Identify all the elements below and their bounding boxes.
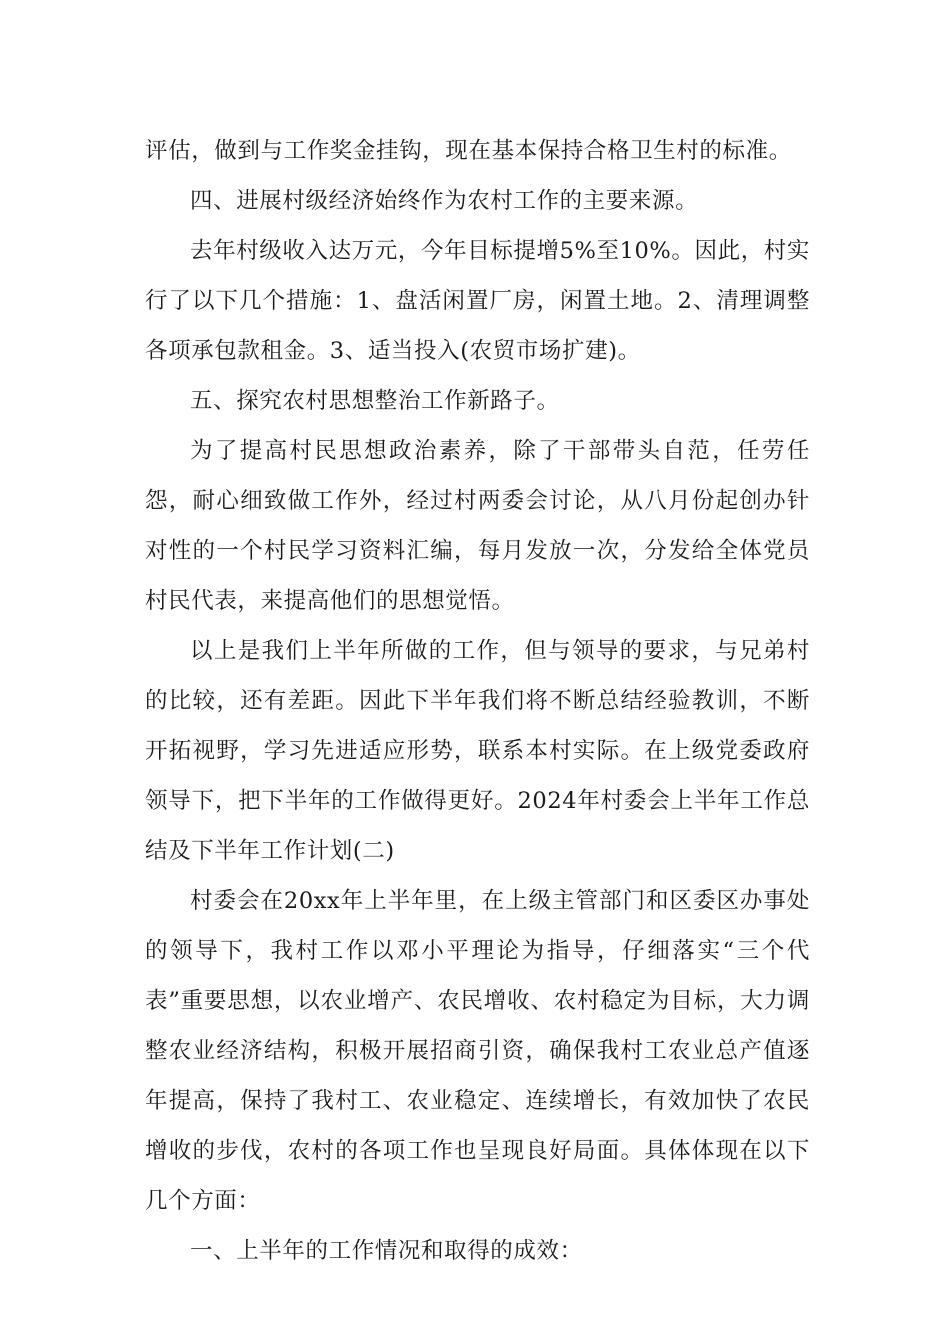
paragraph-6: 以上是我们上半年所做的工作，但与领导的要求，与兄弟村的比较，还有差距。因此下半年我们将不断总结经验教训，不断开拓视野，学习先进适应形势，联系本村实际。在上级党委政府领导下，把下半年的工作做得更好。2024年村委会上半年工作总结及下半年工作计划(二)	[145, 638, 810, 864]
paragraph-7: 村委会在20xx年上半年里，在上级主管部门和区委区办事处的领导下，我村工作以邓小平理论为指导，仔细落实“三个代表”重要思想，以农业增产、农民增收、农村稳定为目标，大力调整农业经济结构，积极开展招商引资，确保我村工农业总产值逐年提高，保持了我村工、农业稳定、连续增长，有效加快了农民增收的步伐，农村的各项工作也呈现良好局面。具体体现在以下几个方面：	[145, 888, 810, 1214]
paragraph-heading-1: 一、上半年的工作情况和取得的成效：	[190, 1238, 583, 1264]
paragraph-3: 去年村级收入达万元，今年目标提增5%至10%。因此，村实行了以下几个措施：1、盘活闲置厂房，闲置土地。2、清理调整各项承包款租金。3、适当投入(农贸市场扩建)。	[145, 238, 811, 364]
paragraph-heading-4: 四、进展村级经济始终作为农村工作的主要来源。	[190, 188, 699, 214]
paragraph-5: 为了提高村民思想政治素养，除了干部带头自范，任劳任怨，耐心细致做工作外，经过村两委会讨论，从八月份起创办针对性的一个村民学习资料汇编，每月发放一次，分发给全体党员村民代表，来提高他们的思想觉悟。	[145, 438, 810, 614]
paragraph-heading-5: 五、探究农村思想整治工作新路子。	[190, 388, 560, 414]
paragraph-1: 评估，做到与工作奖金挂钩，现在基本保持合格卫生村的标准。	[145, 138, 792, 164]
document-body	[145, 126, 810, 1276]
